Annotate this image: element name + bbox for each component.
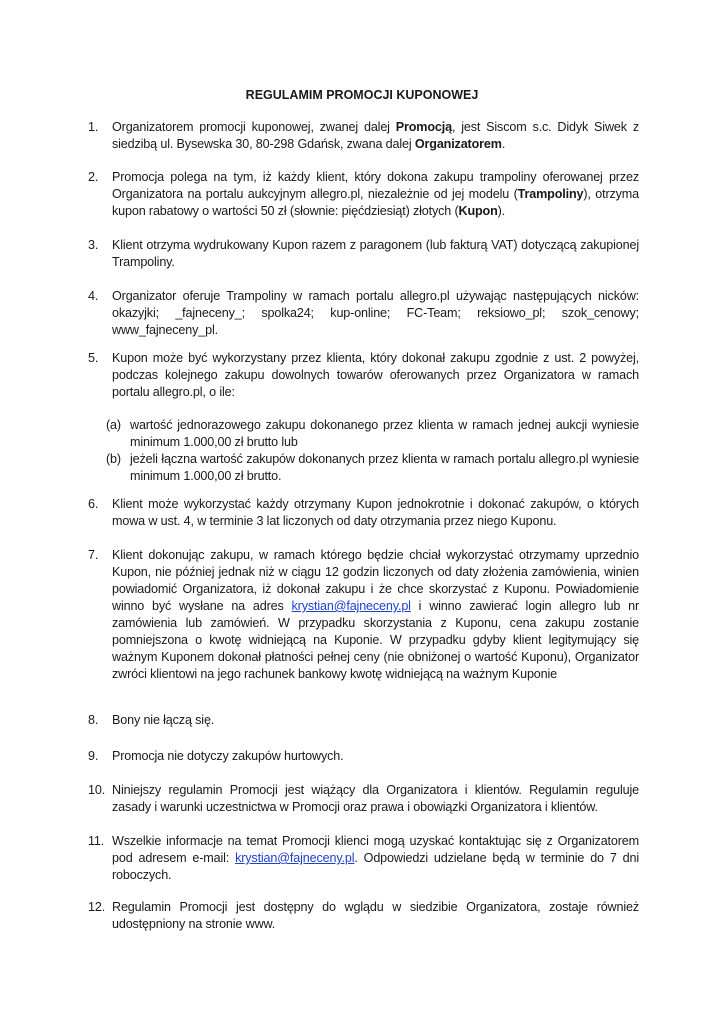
text-segment: Niniejszy regulamin Promocji jest wiążący dla Organizatora i klientów. Regulamin reguluje zasady i warunki uczestnictwa w Promocji oraz prawa i obowiązki Organizatora i klientów. [112,783,639,814]
regulation-item-3 [88,237,639,271]
item-text [112,119,639,153]
item-number: 4. [88,289,99,303]
text-segment: Organizator oferuje Trampoliny w ramach portalu allegro.pl używając następujących nicków: okazyjki; _fajneceny_; spolka24; kup-online; FC-Team; reksiowo_pl; szok_cenowy; www_fajneceny_pl. [112,289,639,337]
bold-term: Trampoliny [517,187,584,201]
regulation-item-11 [88,833,639,884]
item-number: 5. [88,351,99,365]
email-link[interactable]: krystian@fajneceny.pl [235,851,355,865]
bold-term: Organizatorem [414,137,502,151]
text-segment: Promocja nie dotyczy zakupów hurtowych. [112,749,344,763]
regulation-item-5 [88,350,639,401]
text-segment: , jest Siscom s.c. Didyk Siwek z siedzibą ul. Bysewska 30, 80-298 Gdańsk, zwana dalej [112,120,639,151]
item-number: 7. [88,548,99,562]
sub-item-b [106,451,639,485]
sub-item-a [106,417,639,451]
text-segment: Klient dokonując zakupu, w ramach którego będzie chciał wykorzystać otrzymamy uprzednio Kupon, nie później jednak niż w ciągu 12 godzin liczonych od daty złożenia zamówienia, winien powiadomić Organizatora, iż dokonał zakupu i że chce skorzystać z Kuponu. Powiadomienie winno być wysłane na adres [112,548,639,613]
item-text [112,350,639,401]
item-text [112,496,639,530]
item-number: 12. [88,900,106,914]
item-number: 11. [88,834,105,848]
regulation-item-7 [88,547,639,683]
text-segment: i winno zawierać login allegro lub nr zamówienia lub zamówień. W przypadku skorzystania z Kuponu, cena zakupu zostanie pomniejszona o kwotę widniejącą na Kuponie. W przypadku gdyby klient legitymujący się ważnym Kuponem dokonał płatności pełnej ceny (nie obniżonej o wartość Kuponu), Organizator zwróci klientowi na jego rachunek bankowy kwotę widniejącą na ważnym Kuponie [112,599,639,681]
text-segment: ), otrzyma kupon rabatowy o wartości 50 zł (słownie: pięćdziesiąt) złotych ( [112,187,639,218]
sub-item-letter: (a) [106,418,121,432]
bold-term: Promocją [395,120,452,134]
text-segment: Regulamin Promocji jest dostępny do wglądu w siedzibie Organizatora, zostaje również udostępniony na stronie www. [112,900,639,931]
text-segment: Wszelkie informacje na temat Promocji klienci mogą uzyskać kontaktując się z Organizatorem pod adresem e-mail: [112,834,639,865]
bold-term: Kupon [458,204,498,218]
text-segment: ). [497,204,506,218]
text-segment: Kupon może być wykorzystany przez klienta, który dokonał zakupu zgodnie z ust. 2 powyżej, podczas kolejnego zakupu dowolnych towarów oferowanych przez Organizatora w ramach portalu allegro.pl, o ile: [112,351,639,399]
item-number: 8. [88,713,99,727]
regulation-item-10 [88,782,639,816]
item-number: 6. [88,497,99,511]
regulation-item-4 [88,288,639,339]
regulation-item-1 [88,119,639,153]
text-segment: . [501,137,506,151]
item-text [112,169,639,220]
regulation-item-12 [88,899,639,933]
regulation-item-8 [88,712,639,729]
regulation-item-9 [88,748,639,765]
sub-item-text: jeżeli łączna wartość zakupów dokonanych przez klienta w ramach portalu allegro.pl wyniesie minimum 1.000,00 zł brutto. [130,452,639,483]
item-text [112,899,639,933]
item-text [112,547,639,683]
item-text [112,288,639,339]
email-link[interactable]: krystian@fajneceny.pl [291,599,411,613]
item-number: 1. [88,120,99,134]
item-text [112,748,639,765]
document-title: REGULAMIM PROMOCJI KUPONOWEJ [245,88,479,102]
item-text [112,237,639,271]
sub-item-letter: (b) [106,452,121,466]
regulation-item-2 [88,169,639,220]
item-number: 2. [88,170,99,184]
sub-item-text: wartość jednorazowego zakupu dokonanego przez klienta w ramach jednej aukcji wyniesie minimum 1.000,00 zł brutto lub [130,418,639,449]
item-number: 10. [88,783,106,797]
item-number: 9. [88,749,99,763]
text-segment: . Odpowiedzi udzielane będą w terminie do 7 dni roboczych. [112,851,639,882]
item-text [112,833,639,884]
text-segment: Klient otrzyma wydrukowany Kupon razem z paragonem (lub fakturą VAT) dotyczącą zakupionej Trampoliny. [112,238,639,269]
text-segment: Promocja polega na tym, iż każdy klient, który dokona zakupu trampoliny oferowanej przez Organizatora na portalu aukcyjnym allegro.pl, niezależnie od jej modelu ( [112,170,639,201]
item-text [112,782,639,816]
item-number: 3. [88,238,99,252]
item-text [112,712,639,729]
text-segment: Klient może wykorzystać każdy otrzymany Kupon jednokrotnie i dokonać zakupów, o których mowa w ust. 4, w terminie 3 lat liczonych od daty otrzymania przez niego Kuponu. [112,497,639,528]
text-segment: Organizatorem promocji kuponowej, zwanej dalej [112,120,396,134]
text-segment: Bony nie łączą się. [112,713,215,727]
regulation-item-6 [88,496,639,530]
